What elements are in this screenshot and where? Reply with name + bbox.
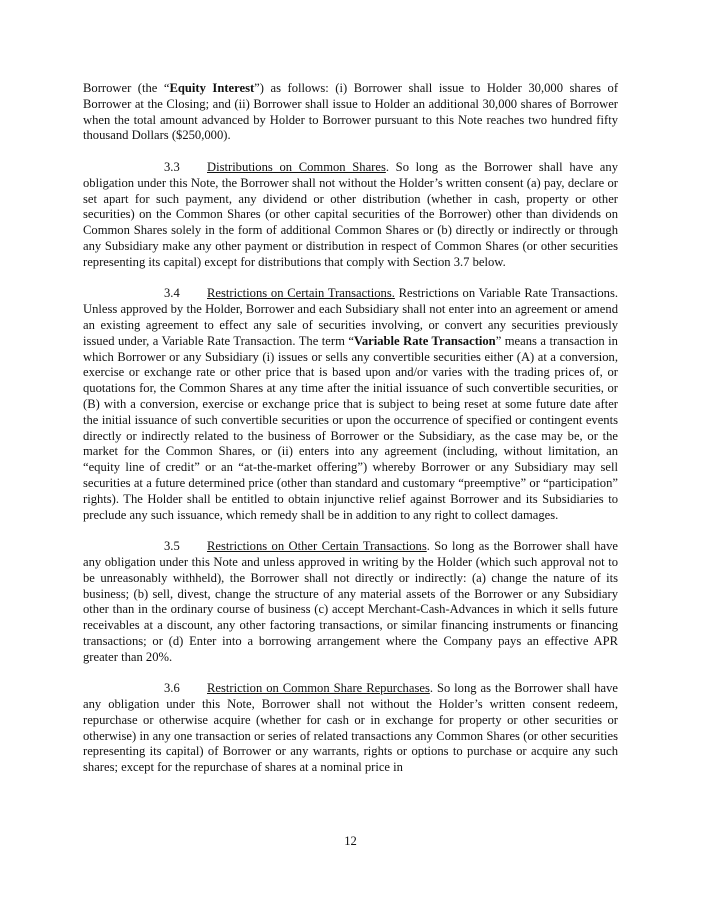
page-body bbox=[83, 81, 618, 792]
section-heading: Restrictions on Certain Transactions. bbox=[207, 286, 395, 301]
section-number: 3.6 bbox=[164, 681, 180, 696]
section-text: . So long as the Borrower shall have any obligation under this Note, the Borrower shall not without the Holder’s written consent (a) pay, declare or set apart for such payment, any dividend or other distribution (whether in cash, property or other securities) on the Common Shares (or other capital securities of the Borrower) other than dividends on Common Shares solely in the form of additional Common Shares or (b) directly or indirectly or through any Subsidiary make any other payment or distribution in respect of Common Shares (or other securities representing its capital) except for distributions that comply with Section 3.7 below. bbox=[83, 159, 618, 269]
defined-term-variable-rate-transaction: Variable Rate Transaction bbox=[353, 333, 496, 348]
section-heading: Restrictions on Other Certain Transactions bbox=[207, 539, 427, 554]
intro-text-end: ”) as follows: (i) Borrower shall issue to Holder 30,000 shares of Borrower at the Closing; and (ii) Borrower shall issue to Holder an additional 30,000 shares of Borrower when the total amount advanced by Holder to Borrower pursuant to this Note reaches two hundred fifty thousand Dollars ($250,000). bbox=[83, 81, 619, 143]
page-number: 12 bbox=[344, 834, 357, 848]
defined-term-equity-interest: Equity Interest bbox=[169, 81, 255, 95]
section-3-3 bbox=[83, 160, 618, 271]
intro-text-start: Borrower (the “ bbox=[83, 81, 170, 95]
section-3-5 bbox=[83, 539, 618, 665]
intro-paragraph bbox=[83, 81, 618, 144]
section-heading: Restriction on Common Share Repurchases bbox=[207, 681, 430, 696]
section-text: Restrictions on Variable Rate Transactions. Unless approved by the Holder, Borrower and each Subsidiary shall not enter into an agreement or amend an existing agreement to effect any sale of securities involving, or convert any securities previously issued under, a Variable Rate Transaction. The term “ bbox=[83, 286, 618, 348]
section-text: . So long as the Borrower shall have any obligation under this Note and unless approved in writing by the Holder (which such approval not to be unreasonably withheld), the Borrower shall not directly or indirectly: (a) change the nature of its business; (b) sell, divest, change the structure of any material assets of the Borrower or any Subsidiary other than in the ordinary course of business (c) accept Merchant-Cash-Advances in which it sells future receivables at a discount, any other factoring transactions, or similar financing instruments or financing transactions; or (d) Enter into a borrowing arrangement where the Company pays an effective APR greater than 20%. bbox=[83, 539, 618, 664]
section-text-continued: ” means a transaction in which Borrower or any Subsidiary (i) issues or sells any convertible securities either (A) at a conversion, exercise or exchange rate or other price that is based upon and/or varies with the trading prices of, or quotations for, the Common Shares at any time after the initial issuance of such convertible securities, or (B) with a conversion, exercise or exchange price that is subject to being reset at some future date after the initial issuance of such convertible securities or upon the occurrence of specified or contingent events directly or indirectly related to the business of Borrower or the Subsidiary, as the case may be, or the market for the Common Shares, or (ii) enters into any agreement (including, without limitation, an “equity line of credit” or an “at-the-market offering”) whereby Borrower or any Subsidiary may sell securities at a future determined price (other than standard and customary “preemptive” or “participation” rights). The Holder shall be entitled to obtain injunctive relief against Borrower and its Subsidiaries to preclude any such issuance, which remedy shall be in addition to any right to collect damages. bbox=[83, 333, 618, 522]
section-number: 3.4 bbox=[164, 286, 180, 301]
section-3-6 bbox=[83, 681, 618, 776]
section-heading: Distributions on Common Shares bbox=[207, 159, 386, 174]
section-text: . So long as the Borrower shall have any obligation under this Note, Borrower shall not without the Holder’s written consent redeem, repurchase or otherwise acquire (whether for cash or in exchange for property or other securities or otherwise) in any one transaction or series of related transactions any Common Shares (or other securities representing its capital) of Borrower or any warrants, rights or options to purchase or acquire any such shares; except for the repurchase of shares at a nominal price in bbox=[83, 681, 618, 775]
section-number: 3.5 bbox=[164, 539, 180, 554]
section-number: 3.3 bbox=[164, 159, 180, 174]
section-3-4 bbox=[83, 286, 618, 523]
